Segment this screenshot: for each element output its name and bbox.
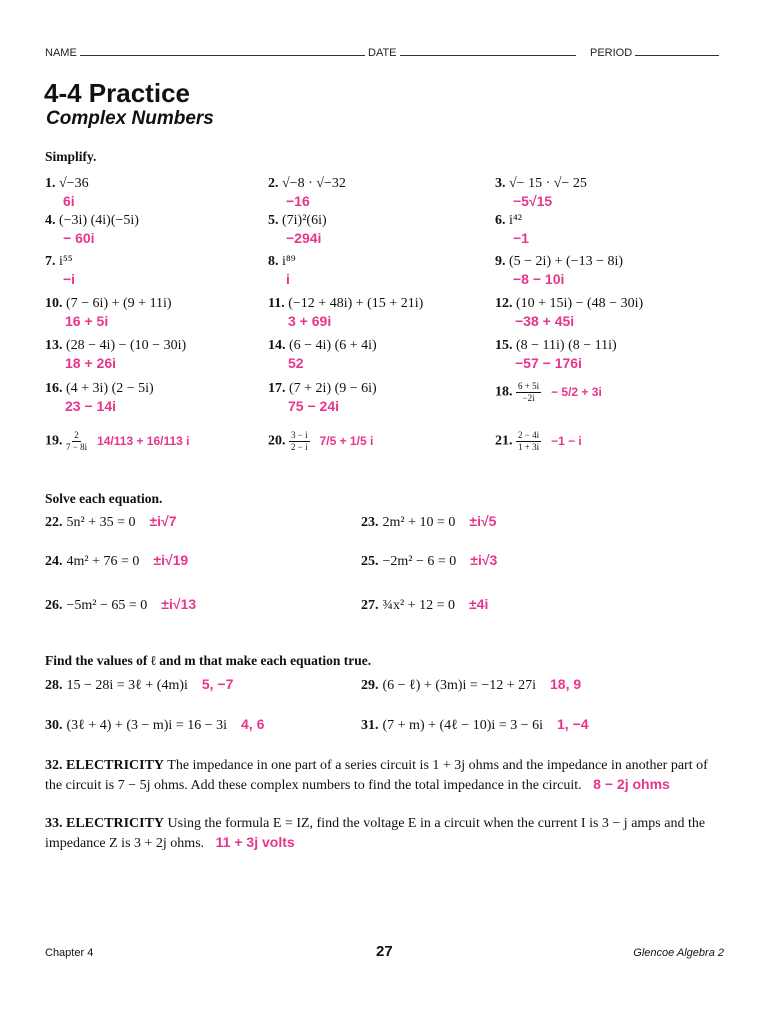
problem-11 bbox=[268, 296, 423, 329]
problem-answer: −1 bbox=[513, 230, 529, 246]
problem-answer: −1 − i bbox=[551, 433, 582, 448]
date-field bbox=[368, 45, 576, 59]
period-field bbox=[590, 45, 719, 59]
fraction-numerator: 2 bbox=[74, 430, 79, 440]
problem-number: 1. bbox=[45, 176, 56, 191]
section-solve: Solve each equation. bbox=[45, 491, 163, 506]
footer-book: Glencoe Algebra 2 bbox=[633, 947, 724, 959]
footer-page-number: 27 bbox=[376, 943, 393, 960]
find-problem-28 bbox=[45, 676, 233, 694]
problem-18 bbox=[495, 381, 602, 404]
problem-number: 24. bbox=[45, 554, 63, 569]
problem-answer: 1, −4 bbox=[557, 716, 589, 732]
problem-answer: 52 bbox=[288, 355, 304, 371]
fraction-denominator: 7 − 8i bbox=[66, 442, 88, 452]
problem-expression: (6 − 4i) (6 + 4i) bbox=[289, 338, 377, 353]
period-label: PERIOD bbox=[590, 47, 633, 59]
footer-chapter: Chapter 4 bbox=[45, 947, 94, 959]
problem-answer: ±i√13 bbox=[161, 596, 197, 612]
problem-number: 19. bbox=[45, 433, 63, 449]
problem-answer: 18 + 26i bbox=[65, 355, 116, 371]
problem-16 bbox=[45, 381, 154, 414]
problem-expression: (6 − ℓ) + (3m)i = −12 + 27i bbox=[382, 678, 537, 693]
problem-expression: (−3i) (4i)(−5i) bbox=[59, 213, 139, 228]
problem-text: Using the formula E = IZ, find the voltage E in a circuit when the current I is 3 − j amps and the impedance Z is 3 + 2j ohms. bbox=[45, 816, 706, 851]
problem-expression: i⁴² bbox=[509, 213, 522, 228]
fraction-denominator: 2 − i bbox=[291, 442, 308, 452]
problem-expression: 15 − 28i = 3ℓ + (4m)i bbox=[66, 678, 188, 693]
problem-number: 25. bbox=[361, 554, 379, 569]
find-problem-31 bbox=[361, 716, 589, 734]
problem-4 bbox=[45, 213, 139, 246]
problem-expression: ¾x² + 12 = 0 bbox=[382, 598, 455, 613]
problem-expression: (−12 + 48i) + (15 + 21i) bbox=[288, 296, 424, 311]
problem-expression: (4 + 3i) (2 − 5i) bbox=[66, 381, 154, 396]
equation-26 bbox=[45, 596, 196, 614]
problem-21 bbox=[495, 430, 582, 453]
problem-1 bbox=[45, 176, 89, 209]
problem-expression: 4m² + 76 = 0 bbox=[66, 554, 140, 569]
page-title: 4-4 Practice bbox=[44, 78, 190, 108]
problem-number: 32. bbox=[45, 758, 63, 773]
name-field bbox=[45, 45, 365, 59]
problem-label: ELECTRICITY bbox=[66, 758, 165, 773]
problem-number: 28. bbox=[45, 678, 63, 693]
equation-27 bbox=[361, 596, 488, 614]
problem-19 bbox=[45, 430, 190, 453]
problem-number: 21. bbox=[495, 433, 513, 449]
problem-expression: 5n² + 35 = 0 bbox=[66, 515, 136, 530]
fraction-numerator: 6 + 5i bbox=[518, 381, 540, 391]
problem-answer: ±i√19 bbox=[153, 552, 189, 568]
problem-answer: ±i√3 bbox=[470, 552, 498, 568]
word-problem-32 bbox=[45, 757, 725, 795]
problem-number: 3. bbox=[495, 176, 506, 191]
problem-expression: (7 + 2i) (9 − 6i) bbox=[289, 381, 377, 396]
problem-number: 6. bbox=[495, 213, 506, 228]
problem-answer: −8 − 10i bbox=[513, 271, 565, 287]
problem-number: 7. bbox=[45, 254, 56, 269]
problem-answer: 16 + 5i bbox=[65, 313, 109, 329]
problem-expression: (8 − 11i) (8 − 11i) bbox=[516, 338, 617, 353]
problem-answer: −38 + 45i bbox=[515, 313, 575, 329]
section-simplify: Simplify. bbox=[45, 149, 97, 164]
problem-number: 14. bbox=[268, 338, 286, 353]
fraction-expression bbox=[289, 430, 310, 453]
problem-expression: 2m² + 10 = 0 bbox=[382, 515, 456, 530]
problem-number: 10. bbox=[45, 296, 63, 311]
problem-expression: (5 − 2i) + (−13 − 8i) bbox=[509, 254, 624, 269]
date-blank bbox=[400, 45, 576, 56]
fraction-denominator: 1 + 3i bbox=[518, 442, 540, 452]
problem-answer: ±4i bbox=[469, 596, 489, 612]
problem-label: ELECTRICITY bbox=[66, 816, 165, 831]
problem-number: 16. bbox=[45, 381, 63, 396]
problem-17 bbox=[268, 381, 377, 414]
section-find: Find the values of ℓ and m that make each equation true. bbox=[45, 653, 372, 668]
problem-3 bbox=[495, 176, 587, 209]
problem-number: 8. bbox=[268, 254, 279, 269]
problem-number: 20. bbox=[268, 433, 286, 449]
problem-7 bbox=[45, 254, 75, 287]
problem-expression: (3ℓ + 4) + (3 − m)i = 16 − 3i bbox=[66, 718, 228, 733]
problem-answer: 11 + 3j volts bbox=[215, 834, 295, 850]
find-problem-29 bbox=[361, 676, 581, 694]
problem-number: 26. bbox=[45, 598, 63, 613]
find-problem-30 bbox=[45, 716, 264, 734]
name-blank bbox=[80, 45, 365, 56]
problem-answer: −5√15 bbox=[513, 193, 553, 209]
problem-answer: ±i√7 bbox=[149, 513, 177, 529]
problem-number: 17. bbox=[268, 381, 286, 396]
problem-14 bbox=[268, 338, 377, 371]
fraction-expression bbox=[516, 381, 541, 404]
problem-expression: (7i)²(6i) bbox=[282, 213, 327, 228]
problem-number: 31. bbox=[361, 718, 379, 733]
problem-number: 27. bbox=[361, 598, 379, 613]
date-label: DATE bbox=[368, 47, 397, 59]
problem-number: 29. bbox=[361, 678, 379, 693]
fraction-numerator: 3 − i bbox=[291, 430, 308, 440]
name-label: NAME bbox=[45, 47, 77, 59]
problem-answer: 75 − 24i bbox=[288, 398, 339, 414]
problem-answer: 7/5 + 1/5 i bbox=[319, 433, 374, 448]
problem-answer: ±i√5 bbox=[469, 513, 497, 529]
equation-22 bbox=[45, 513, 177, 531]
page-subtitle: Complex Numbers bbox=[46, 108, 214, 129]
period-blank bbox=[635, 45, 719, 56]
problem-expression: √− 15 · √− 25 bbox=[509, 176, 587, 191]
problem-12 bbox=[495, 296, 643, 329]
problem-answer: − 60i bbox=[63, 230, 95, 246]
problem-number: 5. bbox=[268, 213, 279, 228]
problem-answer: 6i bbox=[63, 193, 75, 209]
equation-24 bbox=[45, 552, 188, 570]
problem-answer: i bbox=[286, 271, 290, 287]
problem-9 bbox=[495, 254, 623, 287]
problem-expression: (28 − 4i) − (10 − 30i) bbox=[66, 338, 187, 353]
fraction-expression bbox=[66, 430, 87, 453]
word-problem-33 bbox=[45, 815, 725, 853]
problem-number: 4. bbox=[45, 213, 56, 228]
problem-expression: −5m² − 65 = 0 bbox=[66, 598, 148, 613]
problem-answer: 5, −7 bbox=[201, 676, 234, 692]
problem-answer: 14/113 + 16/113 i bbox=[97, 433, 190, 448]
fraction-denominator: −2i bbox=[522, 393, 535, 403]
problem-expression: √−8 · √−32 bbox=[282, 176, 346, 191]
problem-expression: (10 + 15i) − (48 − 30i) bbox=[516, 296, 644, 311]
equation-25 bbox=[361, 552, 497, 570]
problem-expression: i⁵⁵ bbox=[59, 254, 73, 269]
problem-answer: 18, 9 bbox=[550, 676, 582, 692]
problem-answer: −57 − 176i bbox=[515, 355, 582, 371]
problem-answer: − 5/2 + 3i bbox=[551, 384, 602, 399]
problem-expression: −2m² − 6 = 0 bbox=[382, 554, 457, 569]
problem-answer: 23 − 14i bbox=[65, 398, 116, 414]
problem-20 bbox=[268, 430, 373, 453]
problem-answer: −16 bbox=[286, 193, 310, 209]
problem-8 bbox=[268, 254, 296, 287]
problem-answer: −294i bbox=[286, 230, 322, 246]
problem-expression: (7 + m) + (4ℓ − 10)i = 3 − 6i bbox=[382, 718, 544, 733]
equation-23 bbox=[361, 513, 496, 531]
problem-2 bbox=[268, 176, 346, 209]
problem-15 bbox=[495, 338, 617, 371]
problem-text: The impedance in one part of a series circuit is 1 + 3j ohms and the impedance in another part of the circuit is 7 − 5j ohms. Add these complex numbers to find the total impedance in the circuit. bbox=[45, 758, 708, 793]
problem-number: 9. bbox=[495, 254, 506, 269]
problem-answer: −i bbox=[63, 271, 76, 287]
problem-answer: 3 + 69i bbox=[288, 313, 332, 329]
problem-expression: (7 − 6i) + (9 + 11i) bbox=[66, 296, 172, 311]
problem-number: 23. bbox=[361, 515, 379, 530]
problem-number: 22. bbox=[45, 515, 63, 530]
problem-number: 33. bbox=[45, 816, 63, 831]
problem-number: 11. bbox=[268, 296, 285, 311]
fraction-numerator: 2 − 4i bbox=[518, 430, 540, 440]
problem-number: 2. bbox=[268, 176, 279, 191]
problem-number: 30. bbox=[45, 718, 63, 733]
problem-number: 18. bbox=[495, 384, 513, 400]
problem-answer: 4, 6 bbox=[241, 716, 265, 732]
problem-number: 15. bbox=[495, 338, 513, 353]
fraction-expression bbox=[516, 430, 541, 453]
problem-10 bbox=[45, 296, 172, 329]
problem-6 bbox=[495, 213, 529, 246]
problem-number: 12. bbox=[495, 296, 513, 311]
problem-number: 13. bbox=[45, 338, 63, 353]
problem-5 bbox=[268, 213, 327, 246]
problem-13 bbox=[45, 338, 186, 371]
problem-expression: √−36 bbox=[59, 176, 89, 191]
problem-answer: 8 − 2j ohms bbox=[593, 776, 670, 792]
problem-expression: i⁸⁹ bbox=[282, 254, 296, 269]
